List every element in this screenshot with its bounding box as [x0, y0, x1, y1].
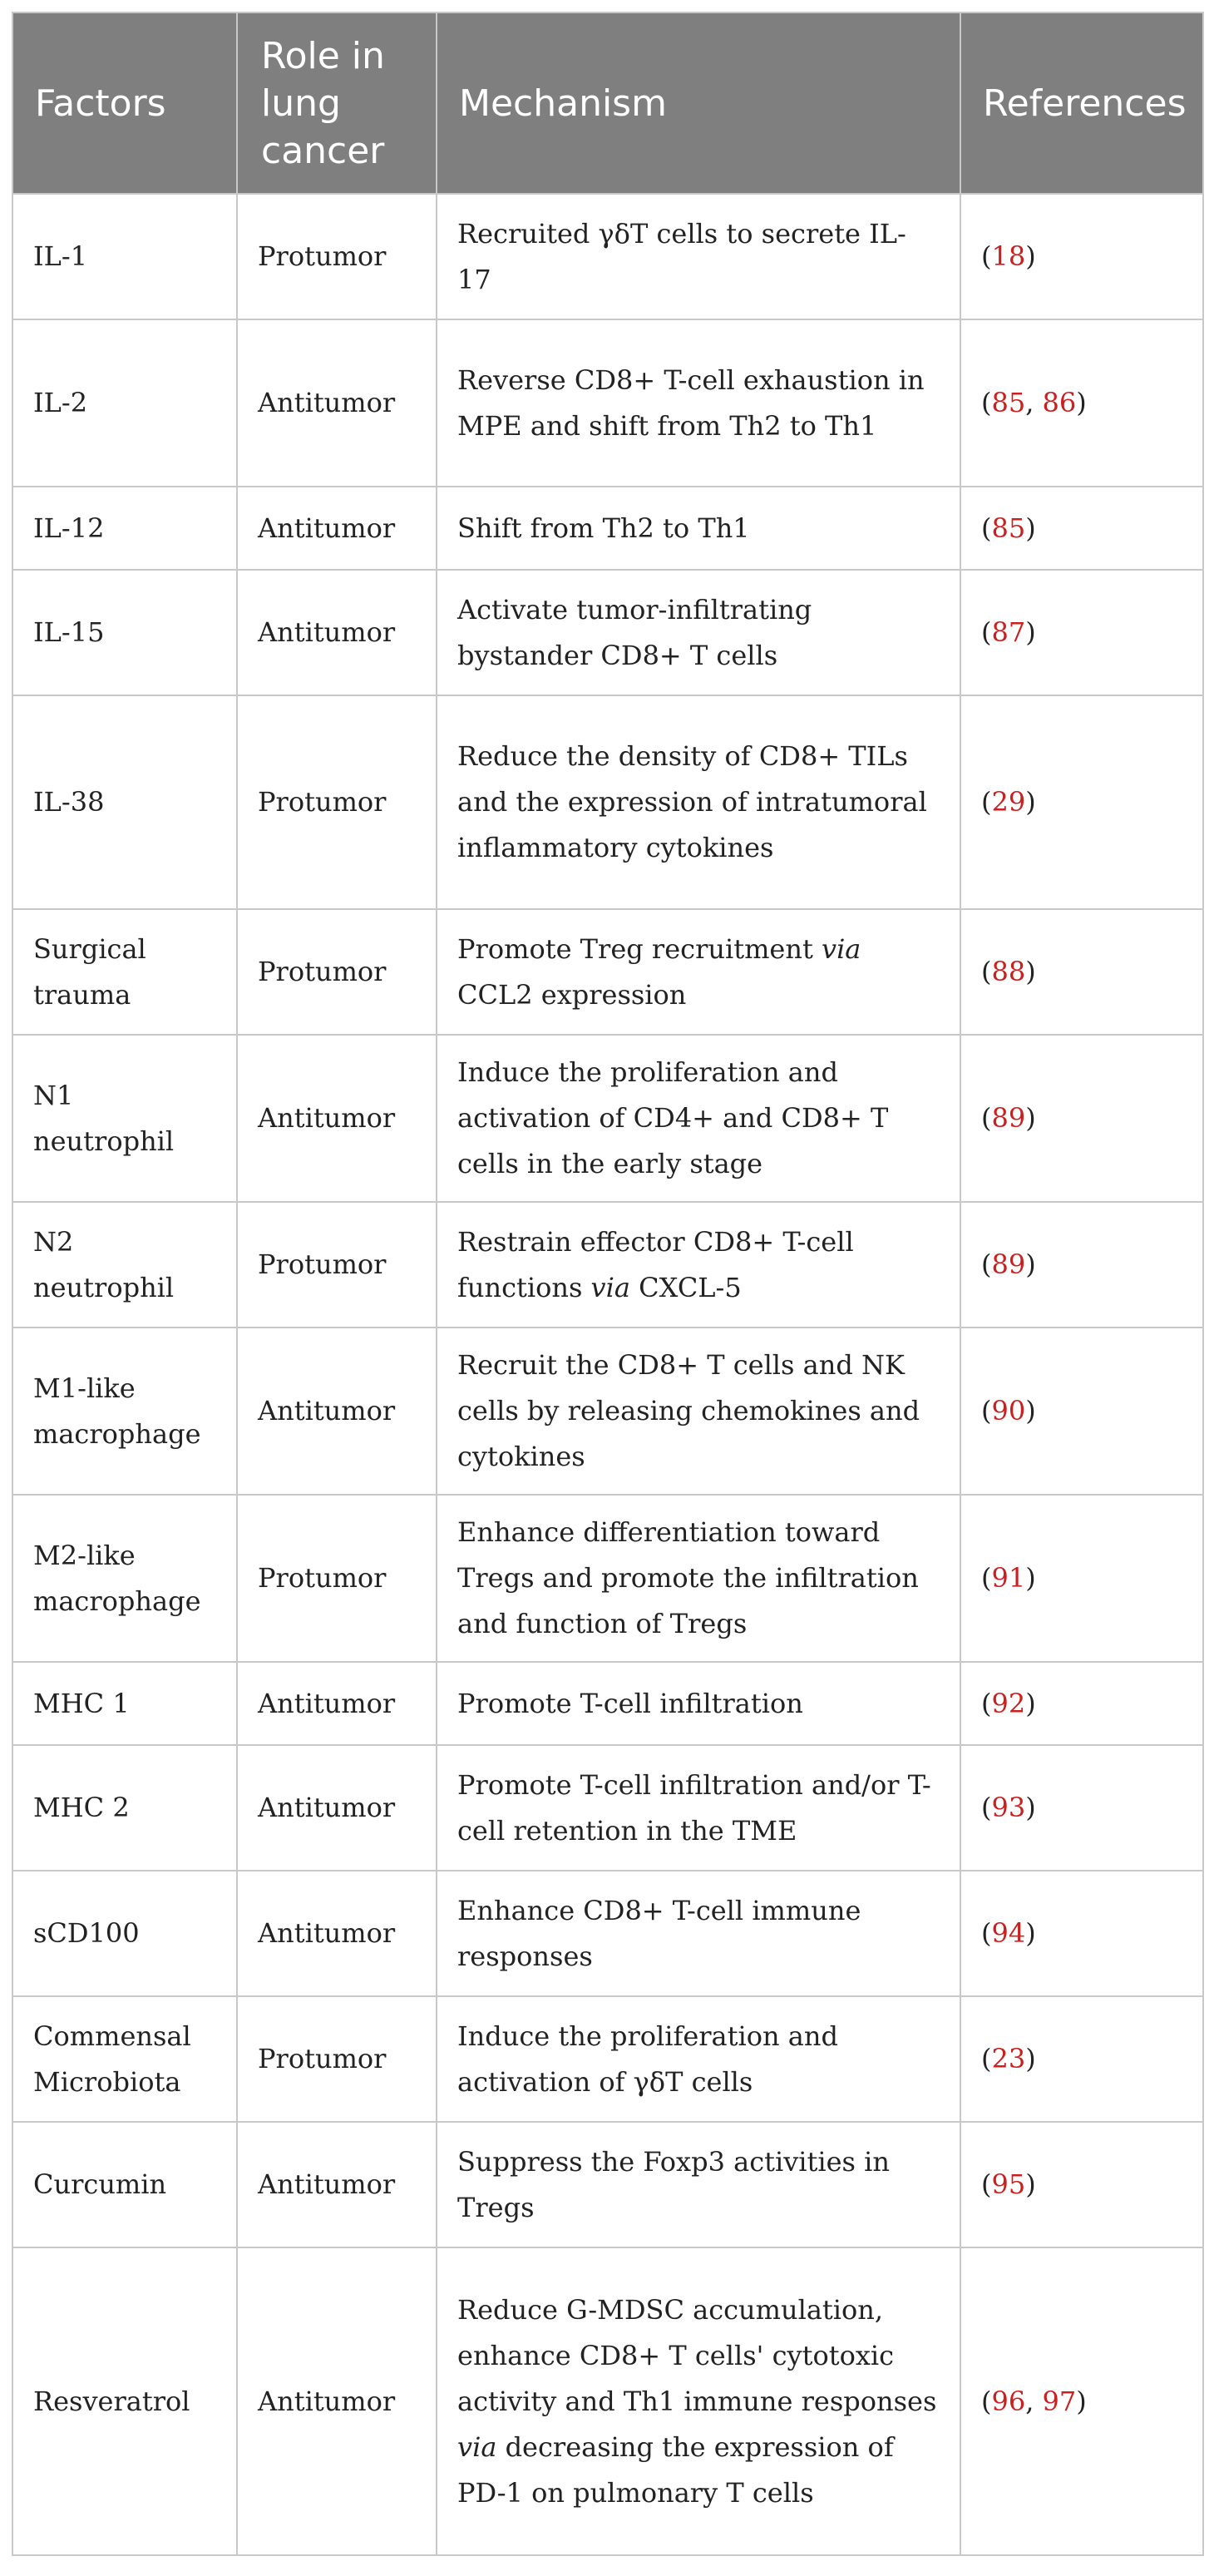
reference-link[interactable]: 92: [991, 1687, 1026, 1719]
reference-link[interactable]: 18: [991, 240, 1026, 272]
header-factors: Factors: [12, 12, 237, 194]
cell-references: (85): [960, 487, 1203, 570]
reference-link[interactable]: 89: [991, 1102, 1026, 1134]
cell-role: Protumor: [237, 1996, 437, 2122]
mechanism-text: Restrain effector CD8+ T-cell functions: [457, 1225, 854, 1303]
mechanism-text: Reduce the density of CD8+ TILs and the expression of intratumoral inflammatory cytokines: [457, 740, 927, 863]
cell-mechanism: [437, 1035, 960, 1202]
cell-role: Protumor: [237, 909, 437, 1035]
table-body: [12, 194, 1203, 2555]
cell-role: Antitumor: [237, 1745, 437, 1871]
reference-link[interactable]: 95: [991, 2168, 1026, 2200]
mechanism-italic-text: via: [590, 1271, 630, 1303]
cell-references: (90): [960, 1328, 1203, 1495]
cell-references: (89): [960, 1202, 1203, 1328]
cell-role: Antitumor: [237, 2247, 437, 2555]
cell-role: Antitumor: [237, 1871, 437, 1996]
table-page: [12, 12, 1202, 2556]
cell-role: Protumor: [237, 695, 437, 909]
table-row: [12, 695, 1203, 909]
cell-mechanism: [437, 2122, 960, 2247]
reference-link[interactable]: 85: [991, 512, 1026, 544]
table-row: [12, 1328, 1203, 1495]
table-row: [12, 1495, 1203, 1662]
cell-role: Protumor: [237, 1202, 437, 1328]
cell-references: (95): [960, 2122, 1203, 2247]
cell-mechanism: [437, 319, 960, 487]
cell-references: (91): [960, 1495, 1203, 1662]
mechanism-text: Promote Treg recruitment: [457, 932, 822, 965]
table-row: [12, 1871, 1203, 1996]
table-header: [12, 12, 1203, 194]
cell-factor: IL-1: [12, 194, 237, 319]
cell-references: (18): [960, 194, 1203, 319]
reference-link[interactable]: 86: [1042, 387, 1077, 418]
reference-link[interactable]: 96: [991, 2385, 1026, 2417]
cell-references: (96, 97): [960, 2247, 1203, 2555]
mechanism-text: Promote T-cell infiltration: [457, 1687, 803, 1719]
cell-factor: Surgical trauma: [12, 909, 237, 1035]
mechanism-text: Enhance differentiation toward Tregs and promote the infiltration and function of Tregs: [457, 1516, 919, 1639]
cell-mechanism: [437, 909, 960, 1035]
cell-factor: sCD100: [12, 1871, 237, 1996]
mechanism-text: Reduce G-MDSC accumulation, enhance CD8+ T cells' cytotoxic activity and Th1 immune responses: [457, 2293, 937, 2417]
cell-role: Antitumor: [237, 2122, 437, 2247]
mechanism-text: Induce the proliferation and activation of CD4+ and CD8+ T cells in the early stage: [457, 1056, 889, 1179]
mechanism-text: Reverse CD8+ T-cell exhaustion in MPE and shift from Th2 to Th1: [457, 363, 925, 442]
reference-link[interactable]: 23: [991, 2043, 1026, 2074]
cell-mechanism: [437, 2247, 960, 2555]
cell-mechanism: [437, 1871, 960, 1996]
mechanism-text: CXCL-5: [629, 1271, 742, 1303]
cell-factor: M1-like macrophage: [12, 1328, 237, 1495]
cell-factor: Resveratrol: [12, 2247, 237, 2555]
mechanism-text: Induce the proliferation and activation of γδT cells: [457, 2020, 838, 2098]
cell-role: Antitumor: [237, 570, 437, 695]
mechanism-text: CCL2 expression: [457, 978, 687, 1011]
cell-factor: IL-2: [12, 319, 237, 487]
cell-role: Protumor: [237, 1495, 437, 1662]
cell-mechanism: [437, 570, 960, 695]
mechanism-text: Activate tumor-infiltrating bystander CD8+ T cells: [457, 593, 812, 671]
cell-references: (85, 86): [960, 319, 1203, 487]
cell-factor: M2-like macrophage: [12, 1495, 237, 1662]
cell-mechanism: [437, 487, 960, 570]
table-row: [12, 194, 1203, 319]
cell-role: Antitumor: [237, 319, 437, 487]
reference-link[interactable]: 29: [991, 786, 1026, 818]
cell-mechanism: [437, 1202, 960, 1328]
cell-references: (89): [960, 1035, 1203, 1202]
cell-factor: IL-38: [12, 695, 237, 909]
cell-references: (92): [960, 1662, 1203, 1745]
cell-factor: IL-15: [12, 570, 237, 695]
mechanism-text: Shift from Th2 to Th1: [457, 512, 750, 544]
cell-references: (23): [960, 1996, 1203, 2122]
reference-link[interactable]: 88: [991, 956, 1026, 987]
reference-link[interactable]: 91: [991, 1562, 1026, 1594]
cell-role: Antitumor: [237, 487, 437, 570]
cell-factor: MHC 2: [12, 1745, 237, 1871]
table-row: [12, 570, 1203, 695]
cell-mechanism: [437, 1328, 960, 1495]
cell-factor: IL-12: [12, 487, 237, 570]
cell-role: Antitumor: [237, 1328, 437, 1495]
header-row: [12, 12, 1203, 194]
header-mechanism: Mechanism: [437, 12, 960, 194]
table-row: [12, 2122, 1203, 2247]
table-row: [12, 319, 1203, 487]
table-row: [12, 1202, 1203, 1328]
cell-mechanism: [437, 194, 960, 319]
cell-mechanism: [437, 1745, 960, 1871]
mechanism-text: Suppress the Foxp3 activities in Tregs: [457, 2145, 890, 2223]
table-row: [12, 1662, 1203, 1745]
reference-link[interactable]: 87: [991, 616, 1026, 648]
cell-references: (87): [960, 570, 1203, 695]
cell-mechanism: [437, 1662, 960, 1745]
reference-link[interactable]: 85: [991, 387, 1026, 418]
table-row: [12, 1035, 1203, 1202]
mechanism-italic-text: via: [821, 932, 861, 965]
table-row: [12, 1996, 1203, 2122]
table-row: [12, 1745, 1203, 1871]
factors-table: [12, 12, 1204, 2556]
cell-role: Antitumor: [237, 1035, 437, 1202]
cell-references: (93): [960, 1745, 1203, 1871]
reference-link[interactable]: 94: [991, 1917, 1026, 1949]
table-row: [12, 2247, 1203, 2555]
cell-mechanism: [437, 1495, 960, 1662]
mechanism-text: Recruit the CD8+ T cells and NK cells by releasing chemokines and cytokines: [457, 1349, 920, 1472]
header-role: Role in lung cancer: [237, 12, 437, 194]
cell-references: (29): [960, 695, 1203, 909]
reference-link[interactable]: 90: [991, 1395, 1026, 1426]
cell-mechanism: [437, 695, 960, 909]
header-references: References: [960, 12, 1203, 194]
table-row: [12, 487, 1203, 570]
cell-references: (94): [960, 1871, 1203, 1996]
table-row: [12, 909, 1203, 1035]
cell-factor: N1 neutrophil: [12, 1035, 237, 1202]
cell-factor: N2 neutrophil: [12, 1202, 237, 1328]
cell-mechanism: [437, 1996, 960, 2122]
cell-references: (88): [960, 909, 1203, 1035]
mechanism-text: Enhance CD8+ T-cell immune responses: [457, 1894, 861, 1972]
cell-role: Protumor: [237, 194, 437, 319]
cell-factor: Commensal Microbiota: [12, 1996, 237, 2122]
mechanism-text: Promote T-cell infiltration and/or T-cell retention in the TME: [457, 1768, 931, 1847]
reference-link[interactable]: 93: [991, 1792, 1026, 1823]
reference-link[interactable]: 97: [1042, 2385, 1077, 2417]
cell-role: Antitumor: [237, 1662, 437, 1745]
cell-factor: MHC 1: [12, 1662, 237, 1745]
reference-link[interactable]: 89: [991, 1248, 1026, 1280]
cell-factor: Curcumin: [12, 2122, 237, 2247]
mechanism-text: decreasing the expression of PD-1 on pulmonary T cells: [457, 2430, 894, 2509]
mechanism-text: Recruited γδT cells to secrete IL-17: [457, 217, 906, 295]
mechanism-italic-text: via: [457, 2430, 497, 2463]
